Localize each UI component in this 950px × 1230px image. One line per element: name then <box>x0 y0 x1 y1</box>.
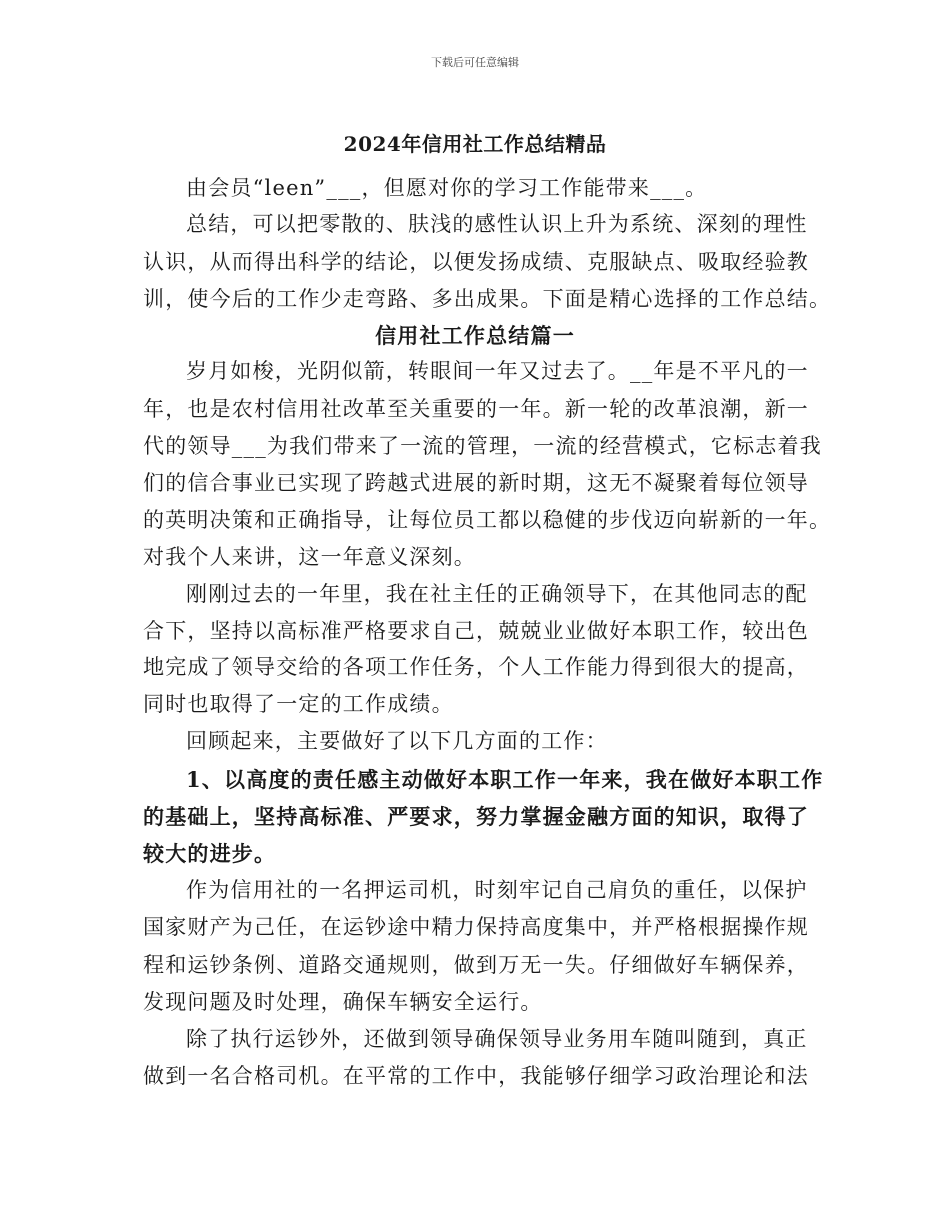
paragraph-line: 同时也取得了一定的工作成绩。 <box>143 692 454 716</box>
paragraph-line: 程和运钞条例、道路交通规则，做到万无一失。仔细做好车辆保养， <box>143 953 809 977</box>
paragraph-line: 代的领导___为我们带来了一流的管理，一流的经营模式，它标志着我 <box>143 434 822 458</box>
bold-paragraph-line: 较大的进步。 <box>143 841 277 866</box>
paragraph-line: 地完成了领导交给的各项工作任务，个人工作能力得到很大的提高， <box>143 655 809 679</box>
paragraph-line: 发现问题及时处理，确保车辆安全运行。 <box>143 990 543 1014</box>
header-note: 下载后可任意编辑 <box>431 56 519 69</box>
bold-paragraph-line: 1、以高度的责任感主动做好本职工作一年来，我在做好本职工作 <box>186 767 824 792</box>
document-title: 2024年信用社工作总结精品 <box>343 132 607 156</box>
intro-line-3: 认识，从而得出科学的结论，以便发扬成绩、克服缺点、吸取经验教 <box>143 250 809 274</box>
paragraph-line: 们的信合事业已实现了跨越式进展的新时期，这无不凝聚着每位领导 <box>143 471 809 495</box>
intro-line-2: 总结，可以把零散的、肤浅的感性认识上升为系统、深刻的理性 <box>186 212 808 236</box>
paragraph-line: 做到一名合格司机。在平常的工作中，我能够仔细学习政治理论和法 <box>143 1064 809 1088</box>
paragraph-line: 岁月如梭，光阴似箭，转眼间一年又过去了。__年是不平凡的一 <box>186 359 809 383</box>
paragraph-line: 国家财产为己任，在运钞途中精力保持高度集中，并严格根据操作规 <box>143 915 809 939</box>
bold-paragraph-line: 的基础上，坚持高标准、严要求，努力掌握金融方面的知识，取得了 <box>143 804 809 829</box>
intro-line-4: 训，使今后的工作少走弯路、多出成果。下面是精心选择的工作总结。 <box>143 287 832 311</box>
paragraph-line: 除了执行运钞外，还做到领导确保领导业务用车随叫随到，真正 <box>186 1027 808 1051</box>
section-heading: 信用社工作总结篇一 <box>375 323 575 348</box>
intro-line-1: 由会员“leen”___，但愿对你的学习工作能带来___。 <box>186 176 708 200</box>
paragraph-line: 刚刚过去的一年里，我在社主任的正确领导下，在其他同志的配 <box>186 582 808 606</box>
paragraph-line: 合下，坚持以高标准严格要求自己，兢兢业业做好本职工作，较出色 <box>143 619 809 643</box>
paragraph-line: 作为信用社的一名押运司机，时刻牢记自己肩负的重任，以保护 <box>186 878 808 902</box>
paragraph-line: 回顾起来，主要做好了以下几方面的工作： <box>186 729 608 753</box>
paragraph-line: 年，也是农村信用社改革至关重要的一年。新一轮的改革浪潮，新一 <box>143 397 809 421</box>
paragraph-line: 对我个人来讲，这一年意义深刻。 <box>143 545 476 569</box>
paragraph-line: 的英明决策和正确指导，让每位员工都以稳健的步伐迈向崭新的一年。 <box>143 508 832 532</box>
